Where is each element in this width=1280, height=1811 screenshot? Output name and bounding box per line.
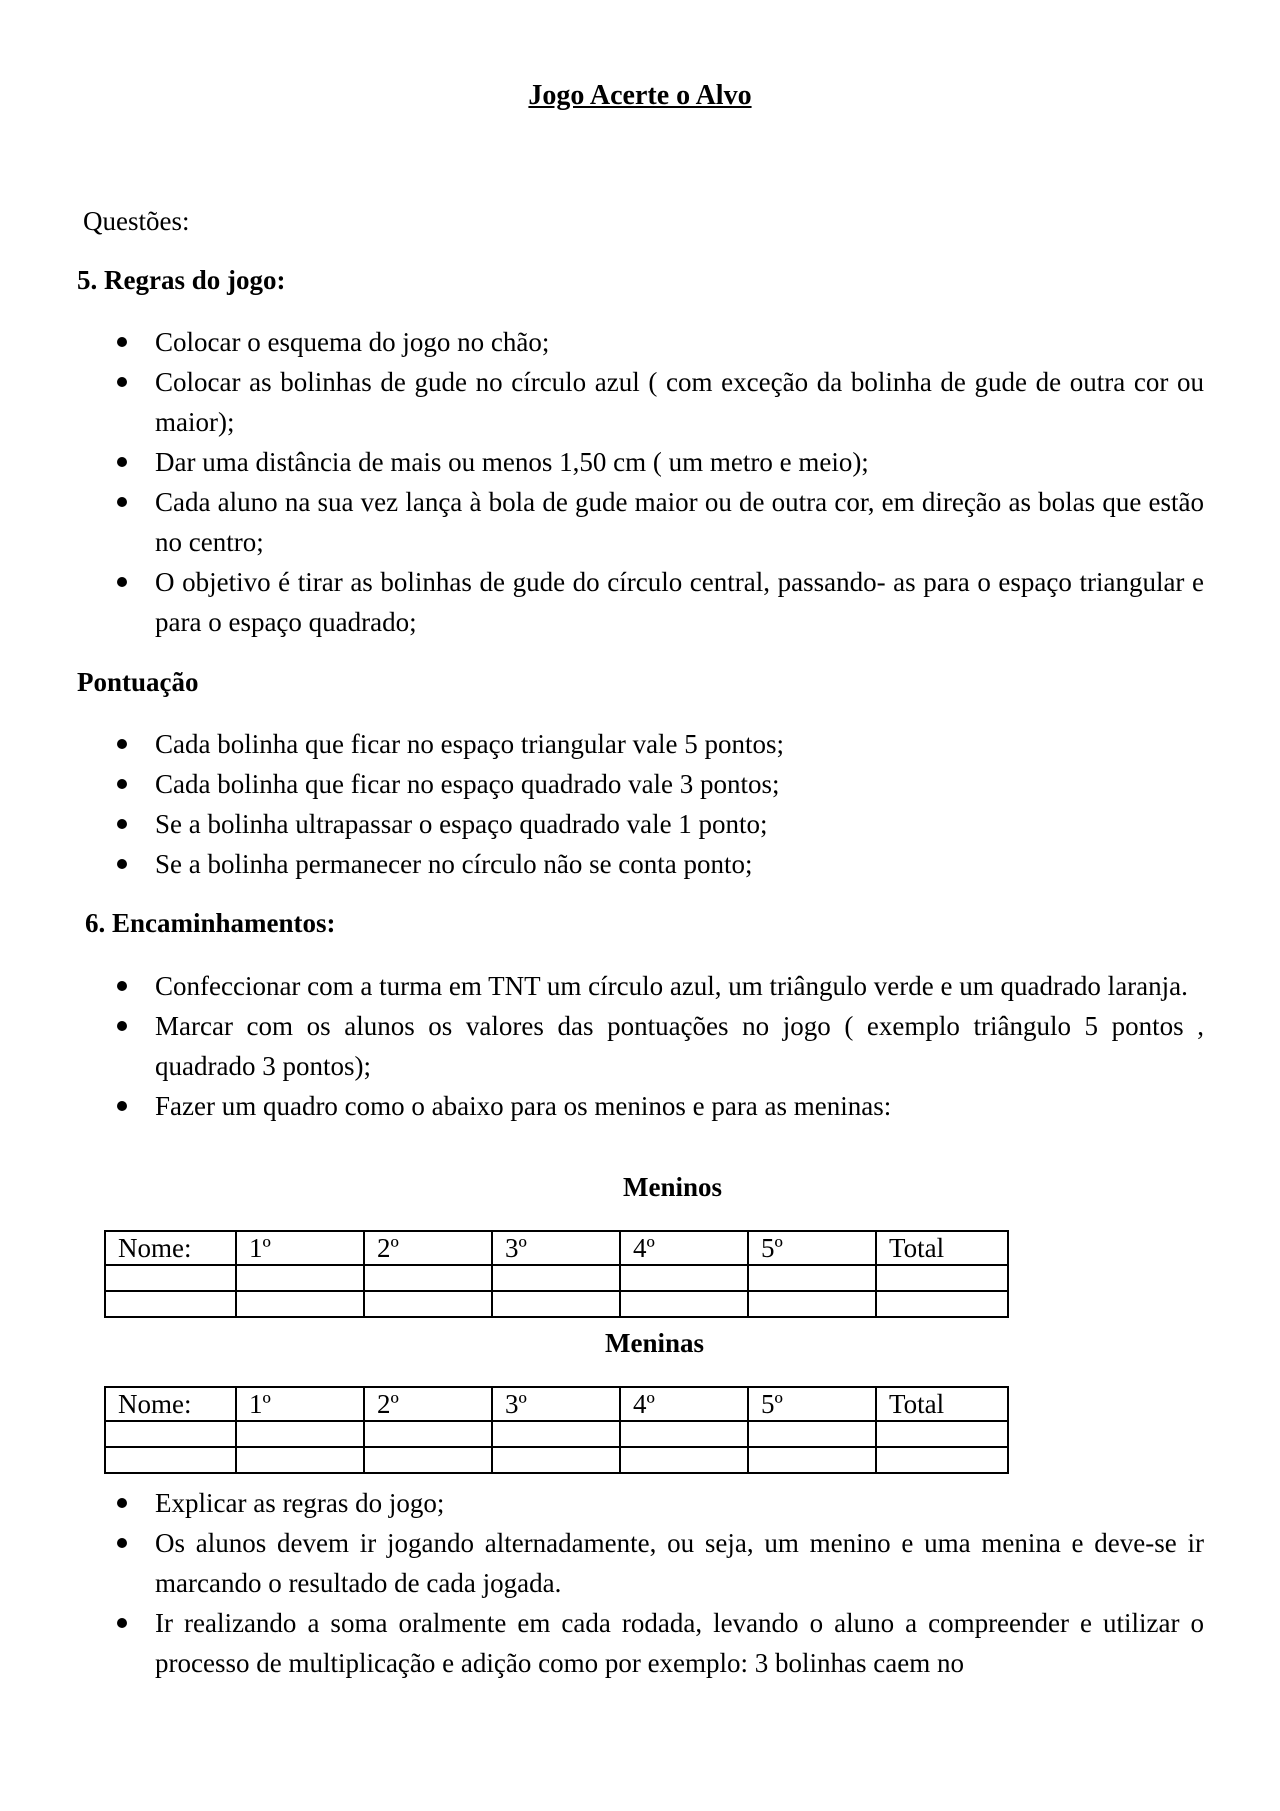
list-item: Dar uma distância de mais ou menos 1,50 cm ( um metro e meio); — [0, 442, 1280, 482]
table-cell — [492, 1421, 620, 1447]
header-cell: 4º — [620, 1231, 748, 1265]
header-cell: 5º — [748, 1231, 876, 1265]
table-cell — [364, 1421, 492, 1447]
questoes-label: Questões: — [83, 206, 190, 236]
header-cell: 5º — [748, 1387, 876, 1421]
table-cell — [748, 1447, 876, 1473]
list-item: Colocar as bolinhas de gude no círculo azul ( com exceção da bolinha de gude de outra cor ou maior); — [0, 362, 1280, 442]
table-cell — [236, 1447, 364, 1473]
table-cell — [236, 1421, 364, 1447]
header-cell: 2º — [364, 1231, 492, 1265]
table-cell — [364, 1265, 492, 1291]
table-cell — [748, 1421, 876, 1447]
table-cell — [105, 1291, 236, 1317]
table-cell — [748, 1291, 876, 1317]
table-cell — [236, 1291, 364, 1317]
rules-list — [0, 322, 1280, 642]
table-cell — [876, 1291, 1008, 1317]
pontuacao-heading: Pontuação — [77, 667, 199, 697]
header-cell: Nome: — [105, 1231, 236, 1265]
header-cell: Total — [876, 1387, 1008, 1421]
table-row — [105, 1265, 1008, 1291]
section-5-heading: 5. Regras do jogo: — [77, 265, 286, 295]
table-cell — [364, 1447, 492, 1473]
header-cell: Total — [876, 1231, 1008, 1265]
table-cell — [105, 1265, 236, 1291]
list-item: Se a bolinha ultrapassar o espaço quadrado vale 1 ponto; — [0, 804, 1280, 844]
table-row — [105, 1291, 1008, 1317]
header-cell: 3º — [492, 1387, 620, 1421]
table-cell — [620, 1447, 748, 1473]
header-cell: 4º — [620, 1387, 748, 1421]
list-item: O objetivo é tirar as bolinhas de gude do círculo central, passando- as para o espaço triangular e para o espaço quadrado; — [0, 562, 1280, 642]
list-item: Colocar o esquema do jogo no chão; — [0, 322, 1280, 362]
table-cell — [492, 1291, 620, 1317]
table-cell — [620, 1265, 748, 1291]
table-cell — [492, 1447, 620, 1473]
table-cell — [748, 1265, 876, 1291]
meninas-caption: Meninas — [605, 1328, 705, 1358]
list-item: Ir realizando a soma oralmente em cada rodada, levando o aluno a compreender e utilizar o processo de multiplicação e adição como por exemplo: 3 bolinhas caem no — [0, 1603, 1280, 1683]
procedures-list — [0, 966, 1280, 1126]
meninos-caption: Meninos — [623, 1172, 723, 1202]
table-header-row — [105, 1231, 1008, 1265]
list-item: Os alunos devem ir jogando alternadamente, ou seja, um menino e uma menina e deve-se ir marcando o resultado de cada jogada. — [0, 1523, 1280, 1603]
list-item: Se a bolinha permanecer no círculo não se conta ponto; — [0, 844, 1280, 884]
list-item: Explicar as regras do jogo; — [0, 1483, 1280, 1523]
table-header-row — [105, 1387, 1008, 1421]
header-cell: Nome: — [105, 1387, 236, 1421]
scoring-list — [0, 724, 1280, 884]
final-list — [0, 1483, 1280, 1683]
table-cell — [876, 1421, 1008, 1447]
table-cell — [492, 1265, 620, 1291]
list-item: Marcar com os alunos os valores das pontuações no jogo ( exemplo triângulo 5 pontos , quadrado 3 pontos); — [0, 1006, 1280, 1086]
table-row — [105, 1421, 1008, 1447]
header-cell: 3º — [492, 1231, 620, 1265]
table-cell — [105, 1447, 236, 1473]
table-cell — [876, 1447, 1008, 1473]
list-item: Cada aluno na sua vez lança à bola de gude maior ou de outra cor, em direção as bolas que estão no centro; — [0, 482, 1280, 562]
meninas-table — [104, 1386, 1009, 1474]
header-cell: 2º — [364, 1387, 492, 1421]
table-cell — [620, 1421, 748, 1447]
meninos-table — [104, 1230, 1009, 1318]
header-cell: 1º — [236, 1387, 364, 1421]
document-title: Jogo Acerte o Alvo — [528, 80, 752, 111]
list-item: Cada bolinha que ficar no espaço triangular vale 5 pontos; — [0, 724, 1280, 764]
list-item: Cada bolinha que ficar no espaço quadrado vale 3 pontos; — [0, 764, 1280, 804]
table-cell — [876, 1265, 1008, 1291]
list-item: Confeccionar com a turma em TNT um círculo azul, um triângulo verde e um quadrado laranja. — [0, 966, 1280, 1006]
table-cell — [236, 1265, 364, 1291]
section-6-heading: 6. Encaminhamentos: — [85, 908, 336, 938]
header-cell: 1º — [236, 1231, 364, 1265]
table-row — [105, 1447, 1008, 1473]
table-cell — [620, 1291, 748, 1317]
table-cell — [105, 1421, 236, 1447]
table-cell — [364, 1291, 492, 1317]
list-item: Fazer um quadro como o abaixo para os meninos e para as meninas: — [0, 1086, 1280, 1126]
